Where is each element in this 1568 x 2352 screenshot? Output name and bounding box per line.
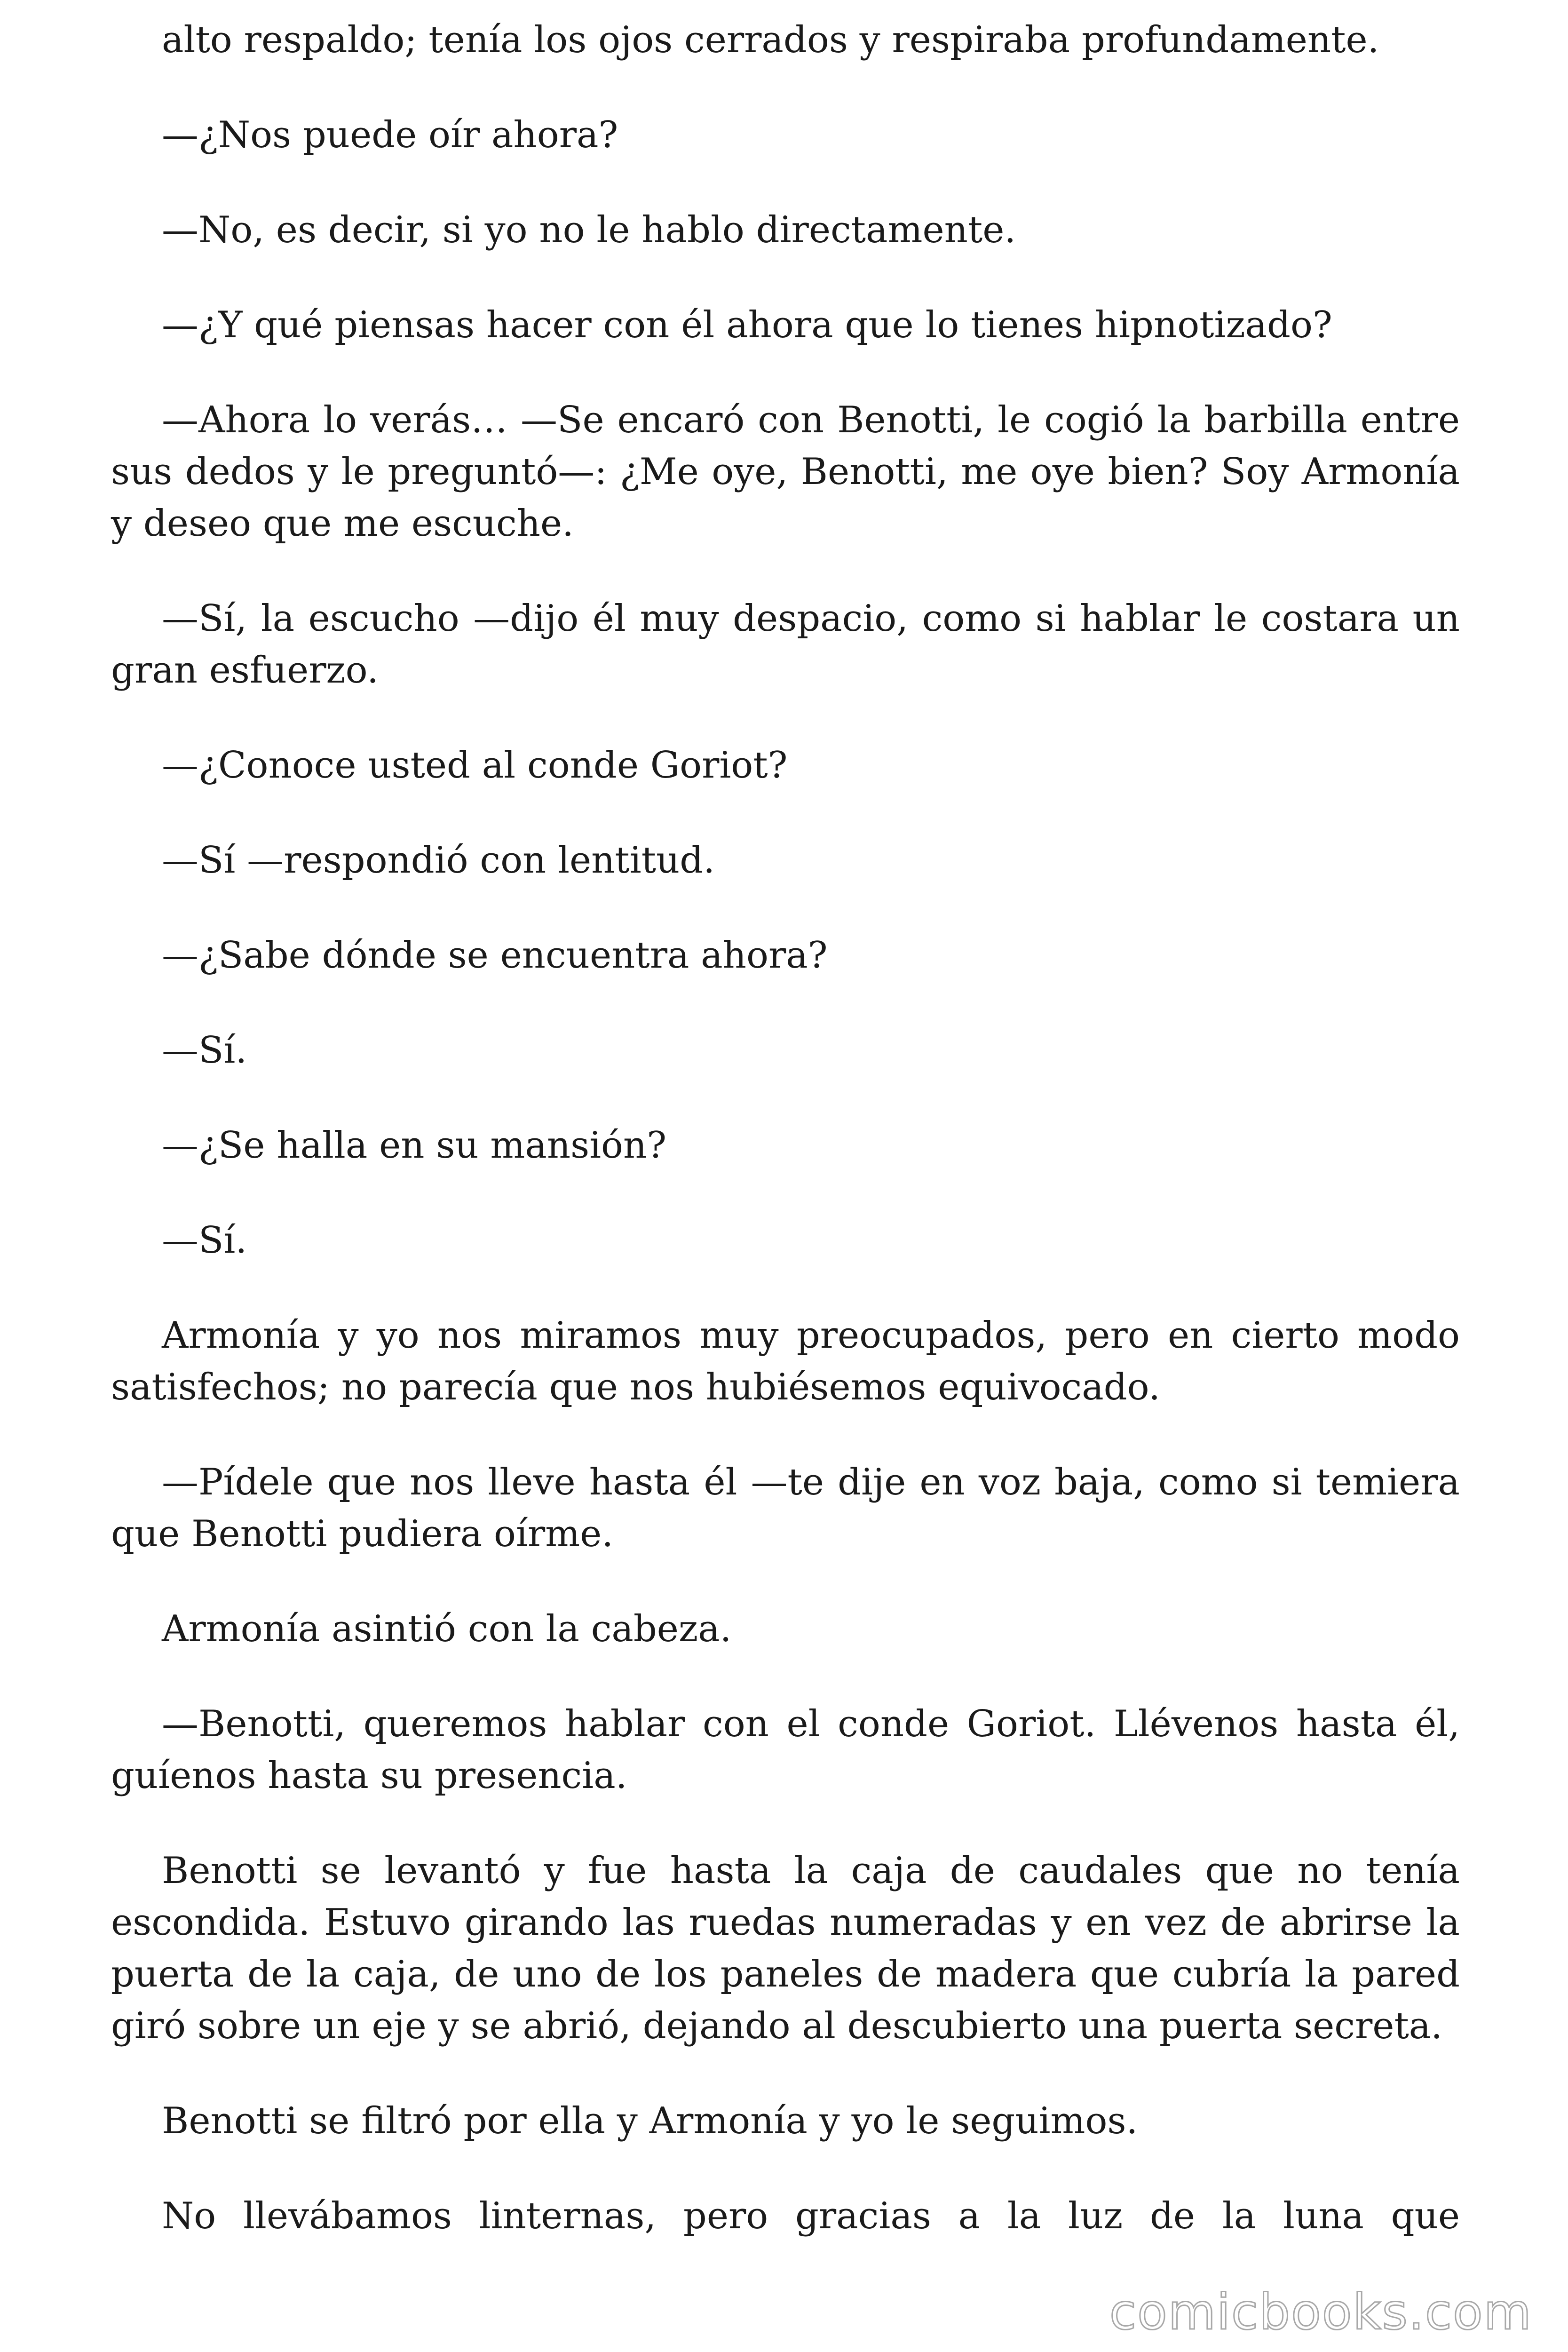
paragraph-14: —Pídele que nos lleve hasta él —te dije en voz baja, como si temiera que Benotti pudiera oírme. (111, 1461, 1460, 1555)
paragraph-16: —Benotti, queremos hablar con el conde Goriot. Llévenos hasta él, guíenos hasta su presencia. (111, 1703, 1460, 1797)
paragraph-2: —¿Nos puede oír ahora? (162, 114, 618, 156)
paragraph-8: —Sí —respondió con lentitud. (162, 839, 715, 882)
paragraph-3: —No, es decir, si yo no le hablo directamente. (162, 209, 1016, 251)
book-page-text (111, 14, 1460, 2242)
paragraph-1: alto respaldo; tenía los ojos cerrados y respiraba profundamente. (162, 19, 1379, 61)
paragraph-15: Armonía asintió con la cabeza. (162, 1608, 732, 1650)
paragraph-9: —¿Sabe dónde se encuentra ahora? (162, 934, 828, 977)
paragraph-13: Armonía y yo nos miramos muy preocupados, pero en cierto modo satisfechos; no parecía que nos hubiésemos equivocado. (111, 1314, 1460, 1408)
paragraph-5: —Ahora lo verás… —Se encaró con Benotti, le cogió la barbilla entre sus dedos y le preguntó—: ¿Me oye, Benotti, me oye bien? Soy Armonía y deseo que me escuche. (111, 399, 1460, 545)
paragraph-17: Benotti se levantó y fue hasta la caja de caudales que no tenía escondida. Estuvo girando las ruedas numeradas y en vez de abrirse la puerta de la caja, de uno de los paneles de madera que cubría la pared giró sobre un eje y se abrió, dejando al descubierto una puerta secreta. (111, 1850, 1460, 2047)
paragraph-4: —¿Y qué piensas hacer con él ahora que lo tienes hipnotizado? (162, 304, 1332, 346)
paragraph-19: No llevábamos linternas, pero gracias a la luz de la luna que (162, 2195, 1460, 2237)
paragraph-6: —Sí, la escucho —dijo él muy despacio, como si hablar le costara un gran esfuerzo. (111, 597, 1460, 691)
paragraph-18: Benotti se filtró por ella y Armonía y yo le seguimos. (162, 2100, 1138, 2142)
watermark-text: comicbooks.com (1109, 2283, 1532, 2341)
paragraph-11: —¿Se halla en su mansión? (162, 1124, 667, 1167)
paragraph-7: —¿Conoce usted al conde Goriot? (162, 744, 788, 787)
paragraph-12: —Sí. (162, 1219, 247, 1262)
paragraph-10: —Sí. (162, 1029, 247, 1072)
